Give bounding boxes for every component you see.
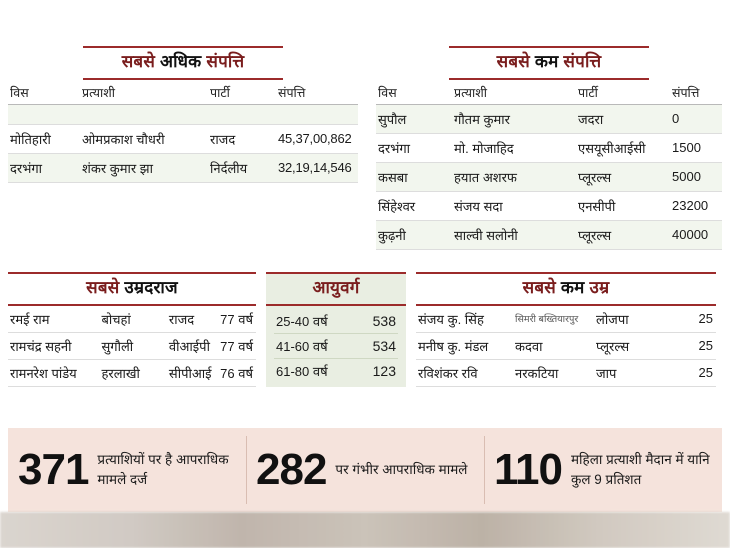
cell-vis: हरलाखी <box>99 359 166 386</box>
header-candidate: प्रत्याशी <box>80 80 208 105</box>
table-row <box>376 162 722 191</box>
cell-vis: सिमरी बख्तियारपुर <box>513 306 594 333</box>
most-assets-section <box>8 46 358 250</box>
stat-item <box>246 428 484 512</box>
table-row <box>416 332 716 359</box>
cell-age-range: 61-80 वर्ष <box>276 363 328 379</box>
stat-number: 282 <box>256 445 327 494</box>
header-vis: विस <box>376 80 452 105</box>
cell-party: प्लूरल्स <box>594 332 673 359</box>
cell-age: 76 वर्ष <box>218 359 256 386</box>
oldest-title <box>8 272 256 306</box>
age-groups-box <box>266 306 406 387</box>
cell-age-count: 538 <box>357 309 398 334</box>
header-party: पार्टी <box>208 80 276 105</box>
table-header-row <box>8 80 358 105</box>
youngest-title <box>416 272 716 306</box>
cell-candidate: गौतम कुमार <box>452 104 576 133</box>
table-row <box>8 124 358 153</box>
cell-age: 25 <box>673 359 716 386</box>
cell-candidate: रमई राम <box>8 306 99 333</box>
cell-candidate: ओमप्रकाश चौधरी <box>80 124 208 153</box>
cell-amount: 5000 <box>670 162 722 191</box>
cell-party: जदरा <box>576 104 670 133</box>
cell-amount: 1500 <box>670 133 722 162</box>
least-assets-title-part3: संपत्ति <box>558 52 602 71</box>
cell-age-count: 123 <box>372 362 396 379</box>
least-assets-title <box>449 46 649 80</box>
most-assets-title-wrap <box>8 46 358 80</box>
cell-vis <box>8 104 80 124</box>
youngest-title-part1: सबसे <box>522 278 561 297</box>
most-assets-table <box>8 80 358 183</box>
stat-label: महिला प्रत्याशी मैदान में यानि कुल 9 प्रतिशत <box>570 452 710 487</box>
stats-band <box>8 428 722 512</box>
cell-party: लोजपा <box>594 306 673 333</box>
least-assets-section <box>376 46 722 250</box>
table-row <box>8 359 256 386</box>
table-row <box>376 104 722 133</box>
cell-candidate: मो. मोजाहिद <box>452 133 576 162</box>
table-header-row <box>376 80 722 105</box>
least-assets-title-wrap <box>376 46 722 80</box>
table-row <box>376 133 722 162</box>
background-photo-strip <box>0 512 730 548</box>
table-row <box>416 359 716 386</box>
table-row <box>416 306 716 333</box>
cell-party: राजद <box>208 124 276 153</box>
oldest-section <box>8 272 256 387</box>
age-groups-section <box>266 272 406 387</box>
header-vis: विस <box>8 80 80 105</box>
table-row <box>8 306 256 333</box>
cell-age-count: 534 <box>357 333 398 358</box>
cell-party: सीपीआई <box>167 359 218 386</box>
stat-label: प्रत्याशियों पर है आपराधिक मामले दर्ज <box>97 452 229 487</box>
cell-party: एसयूसीआईसी <box>576 133 670 162</box>
cell-age: 25 <box>673 306 716 333</box>
stat-item <box>8 428 246 512</box>
cell-vis: नरकटिया <box>513 359 594 386</box>
cell-party: राजद <box>167 306 218 333</box>
table-row <box>274 358 398 383</box>
least-assets-title-part2: कम <box>534 52 559 71</box>
cell-vis: मोतिहारी <box>8 124 80 153</box>
stat-number: 371 <box>18 445 89 494</box>
cell-age: 77 वर्ष <box>218 306 256 333</box>
top-tables-row <box>8 46 722 250</box>
age-groups-table <box>274 309 398 383</box>
cell-party <box>208 104 276 124</box>
cell-vis: दरभंगा <box>8 153 80 182</box>
oldest-title-part1: सबसे <box>86 278 125 297</box>
cell-amount <box>276 104 358 124</box>
table-row <box>8 153 358 182</box>
table-row <box>8 332 256 359</box>
cell-candidate <box>80 104 208 124</box>
cell-age-range: 41-60 वर्ष <box>274 333 357 358</box>
youngest-section <box>416 272 716 387</box>
cell-age: 25 <box>673 332 716 359</box>
cell-vis: सुपौल <box>376 104 452 133</box>
cell-vis: सुगौली <box>99 332 166 359</box>
middle-tables-row <box>8 272 722 387</box>
header-amount: संपत्ति <box>670 80 722 105</box>
least-assets-title-part1: सबसे <box>496 52 535 71</box>
table-row <box>376 191 722 220</box>
cell-vis: कुढ़नी <box>376 220 452 249</box>
table-row <box>274 333 398 358</box>
youngest-table <box>416 306 716 387</box>
stat-item <box>484 428 722 512</box>
cell-candidate: शंकर कुमार झा <box>80 153 208 182</box>
cell-vis: सिंहेश्वर <box>376 191 452 220</box>
most-assets-title-part1: सबसे <box>121 52 160 71</box>
oldest-title-part2: उम्रदराज <box>124 278 178 297</box>
table-row <box>376 220 722 249</box>
oldest-table <box>8 306 256 387</box>
stat-label: पर गंभीर आपराधिक मामले <box>335 462 468 478</box>
cell-party: प्लूरल्स <box>576 162 670 191</box>
cell-amount: 32,19,14,546 <box>276 153 358 182</box>
cell-vis: बोचहां <box>99 306 166 333</box>
cell-candidate: संजय कु. सिंह <box>416 306 513 333</box>
age-groups-title: आयुवर्ग <box>266 272 406 306</box>
cell-candidate: रामनरेश पांडेय <box>8 359 99 386</box>
cell-candidate: मनीष कु. मंडल <box>416 332 513 359</box>
stat-number: 110 <box>494 445 562 494</box>
cell-vis: कसबा <box>376 162 452 191</box>
youngest-title-part2: कम <box>560 278 585 297</box>
cell-vis: कदवा <box>513 332 594 359</box>
least-assets-table <box>376 80 722 250</box>
header-party: पार्टी <box>576 80 670 105</box>
table-row <box>274 309 398 334</box>
cell-party: प्लूरल्स <box>576 220 670 249</box>
most-assets-title <box>83 46 283 80</box>
cell-vis: दरभंगा <box>376 133 452 162</box>
header-candidate: प्रत्याशी <box>452 80 576 105</box>
cell-age: 77 वर्ष <box>218 332 256 359</box>
cell-party: जाप <box>594 359 673 386</box>
most-assets-title-part3: संपत्ति <box>201 52 245 71</box>
youngest-title-part3: उम्र <box>584 278 610 297</box>
cell-party: निर्दलीय <box>208 153 276 182</box>
cell-candidate: संजय सदा <box>452 191 576 220</box>
cell-candidate: हयात अशरफ <box>452 162 576 191</box>
most-assets-title-part2: अधिक <box>159 52 202 71</box>
cell-party: एनसीपी <box>576 191 670 220</box>
header-amount: संपत्ति <box>276 80 358 105</box>
cell-party: वीआईपी <box>167 332 218 359</box>
cell-candidate: रामचंद्र सहनी <box>8 332 99 359</box>
cell-amount: 40000 <box>670 220 722 249</box>
cell-age-range: 25-40 वर्ष <box>274 309 357 334</box>
cell-amount: 45,37,00,862 <box>276 124 358 153</box>
cell-candidate: साल्वी सलोनी <box>452 220 576 249</box>
cell-amount: 0 <box>670 104 722 133</box>
cell-candidate: रविशंकर रवि <box>416 359 513 386</box>
table-row <box>8 104 358 124</box>
cell-amount: 23200 <box>670 191 722 220</box>
